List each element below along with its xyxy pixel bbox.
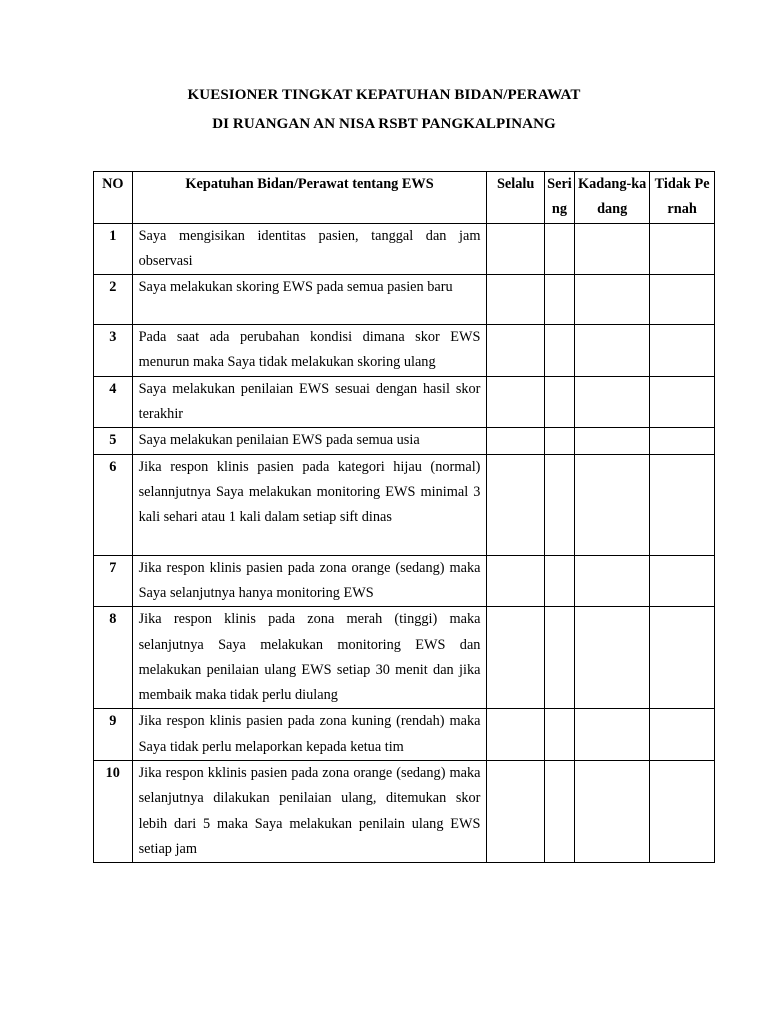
header-sering: Sering <box>544 172 574 224</box>
row-number: 9 <box>94 709 133 761</box>
row-statement: Jika respon kklinis pasien pada zona orange (sedang) maka selanjutnya dilakukan penilaian ulang, ditemukan skor lebih dari 5 maka Saya melakukan penilain ulang EWS setiap jam <box>132 761 487 863</box>
table-row <box>94 376 715 428</box>
answer-kadang-kadang-cell[interactable] <box>575 376 650 428</box>
table-row <box>94 325 715 377</box>
header-row <box>94 172 715 224</box>
table-row <box>94 428 715 454</box>
answer-sering-cell[interactable] <box>544 607 574 709</box>
answer-kadang-kadang-cell[interactable] <box>575 223 650 275</box>
row-statement: Jika respon klinis pasien pada kategori hijau (normal) selannjutnya Saya melakukan monitoring EWS minimal 3 kali sehari atau 1 kali dalam setiap sift dinas <box>132 454 487 555</box>
answer-kadang-kadang-cell[interactable] <box>575 275 650 325</box>
header-selalu: Selalu <box>487 172 544 224</box>
header-tidak-pernah: Tidak Pernah <box>650 172 715 224</box>
answer-sering-cell[interactable] <box>544 555 574 607</box>
answer-kadang-kadang-cell[interactable] <box>575 607 650 709</box>
row-number: 2 <box>94 275 133 325</box>
answer-sering-cell[interactable] <box>544 428 574 454</box>
answer-tidak-pernah-cell[interactable] <box>650 709 715 761</box>
header-no: NO <box>94 172 133 224</box>
row-number: 6 <box>94 454 133 555</box>
answer-tidak-pernah-cell[interactable] <box>650 761 715 863</box>
answer-kadang-kadang-cell[interactable] <box>575 709 650 761</box>
answer-sering-cell[interactable] <box>544 761 574 863</box>
answer-kadang-kadang-cell[interactable] <box>575 454 650 555</box>
answer-tidak-pernah-cell[interactable] <box>650 555 715 607</box>
questionnaire-table <box>93 171 715 863</box>
table-row <box>94 275 715 325</box>
answer-sering-cell[interactable] <box>544 325 574 377</box>
row-number: 5 <box>94 428 133 454</box>
row-number: 3 <box>94 325 133 377</box>
table-row <box>94 223 715 275</box>
header-kadang-kadang: Kadang-kadang <box>575 172 650 224</box>
answer-tidak-pernah-cell[interactable] <box>650 325 715 377</box>
answer-sering-cell[interactable] <box>544 223 574 275</box>
answer-selalu-cell[interactable] <box>487 607 544 709</box>
row-number: 7 <box>94 555 133 607</box>
document-title: KUESIONER TINGKAT KEPATUHAN BIDAN/PERAWAT <box>187 87 581 103</box>
document-subtitle: DI RUANGAN AN NISA RSBT PANGKALPINANG <box>212 116 556 132</box>
table-row <box>94 454 715 555</box>
answer-selalu-cell[interactable] <box>487 325 544 377</box>
answer-selalu-cell[interactable] <box>487 428 544 454</box>
table-row <box>94 555 715 607</box>
row-number: 8 <box>94 607 133 709</box>
answer-selalu-cell[interactable] <box>487 555 544 607</box>
answer-selalu-cell[interactable] <box>487 454 544 555</box>
header-statement: Kepatuhan Bidan/Perawat tentang EWS <box>132 172 487 224</box>
row-statement: Saya mengisikan identitas pasien, tanggal dan jam observasi <box>132 223 487 275</box>
row-statement: Pada saat ada perubahan kondisi dimana skor EWS menurun maka Saya tidak melakukan skoring ulang <box>132 325 487 377</box>
answer-selalu-cell[interactable] <box>487 223 544 275</box>
answer-tidak-pernah-cell[interactable] <box>650 275 715 325</box>
answer-tidak-pernah-cell[interactable] <box>650 454 715 555</box>
row-number: 10 <box>94 761 133 863</box>
row-statement: Jika respon klinis pada zona merah (tinggi) maka selanjutnya Saya melakukan monitoring EWS dan melakukan penilaian ulang EWS setiap 30 menit dan jika membaik maka tidak perlu diulang <box>132 607 487 709</box>
answer-sering-cell[interactable] <box>544 275 574 325</box>
answer-tidak-pernah-cell[interactable] <box>650 428 715 454</box>
answer-selalu-cell[interactable] <box>487 376 544 428</box>
table-row <box>94 761 715 863</box>
table-row <box>94 709 715 761</box>
answer-selalu-cell[interactable] <box>487 275 544 325</box>
answer-tidak-pernah-cell[interactable] <box>650 376 715 428</box>
row-number: 1 <box>94 223 133 275</box>
answer-kadang-kadang-cell[interactable] <box>575 555 650 607</box>
answer-kadang-kadang-cell[interactable] <box>575 761 650 863</box>
answer-kadang-kadang-cell[interactable] <box>575 325 650 377</box>
answer-tidak-pernah-cell[interactable] <box>650 607 715 709</box>
answer-sering-cell[interactable] <box>544 454 574 555</box>
row-statement: Jika respon klinis pasien pada zona orange (sedang) maka Saya selanjutnya hanya monitoring EWS <box>132 555 487 607</box>
answer-sering-cell[interactable] <box>544 709 574 761</box>
row-number: 4 <box>94 376 133 428</box>
row-statement: Jika respon klinis pasien pada zona kuning (rendah) maka Saya tidak perlu melaporkan kepada ketua tim <box>132 709 487 761</box>
answer-selalu-cell[interactable] <box>487 761 544 863</box>
answer-kadang-kadang-cell[interactable] <box>575 428 650 454</box>
row-statement: Saya melakukan penilaian EWS sesuai dengan hasil skor terakhir <box>132 376 487 428</box>
row-statement: Saya melakukan penilaian EWS pada semua usia <box>132 428 487 454</box>
row-statement: Saya melakukan skoring EWS pada semua pasien baru <box>132 275 487 325</box>
answer-sering-cell[interactable] <box>544 376 574 428</box>
answer-tidak-pernah-cell[interactable] <box>650 223 715 275</box>
answer-selalu-cell[interactable] <box>487 709 544 761</box>
table-row <box>94 607 715 709</box>
